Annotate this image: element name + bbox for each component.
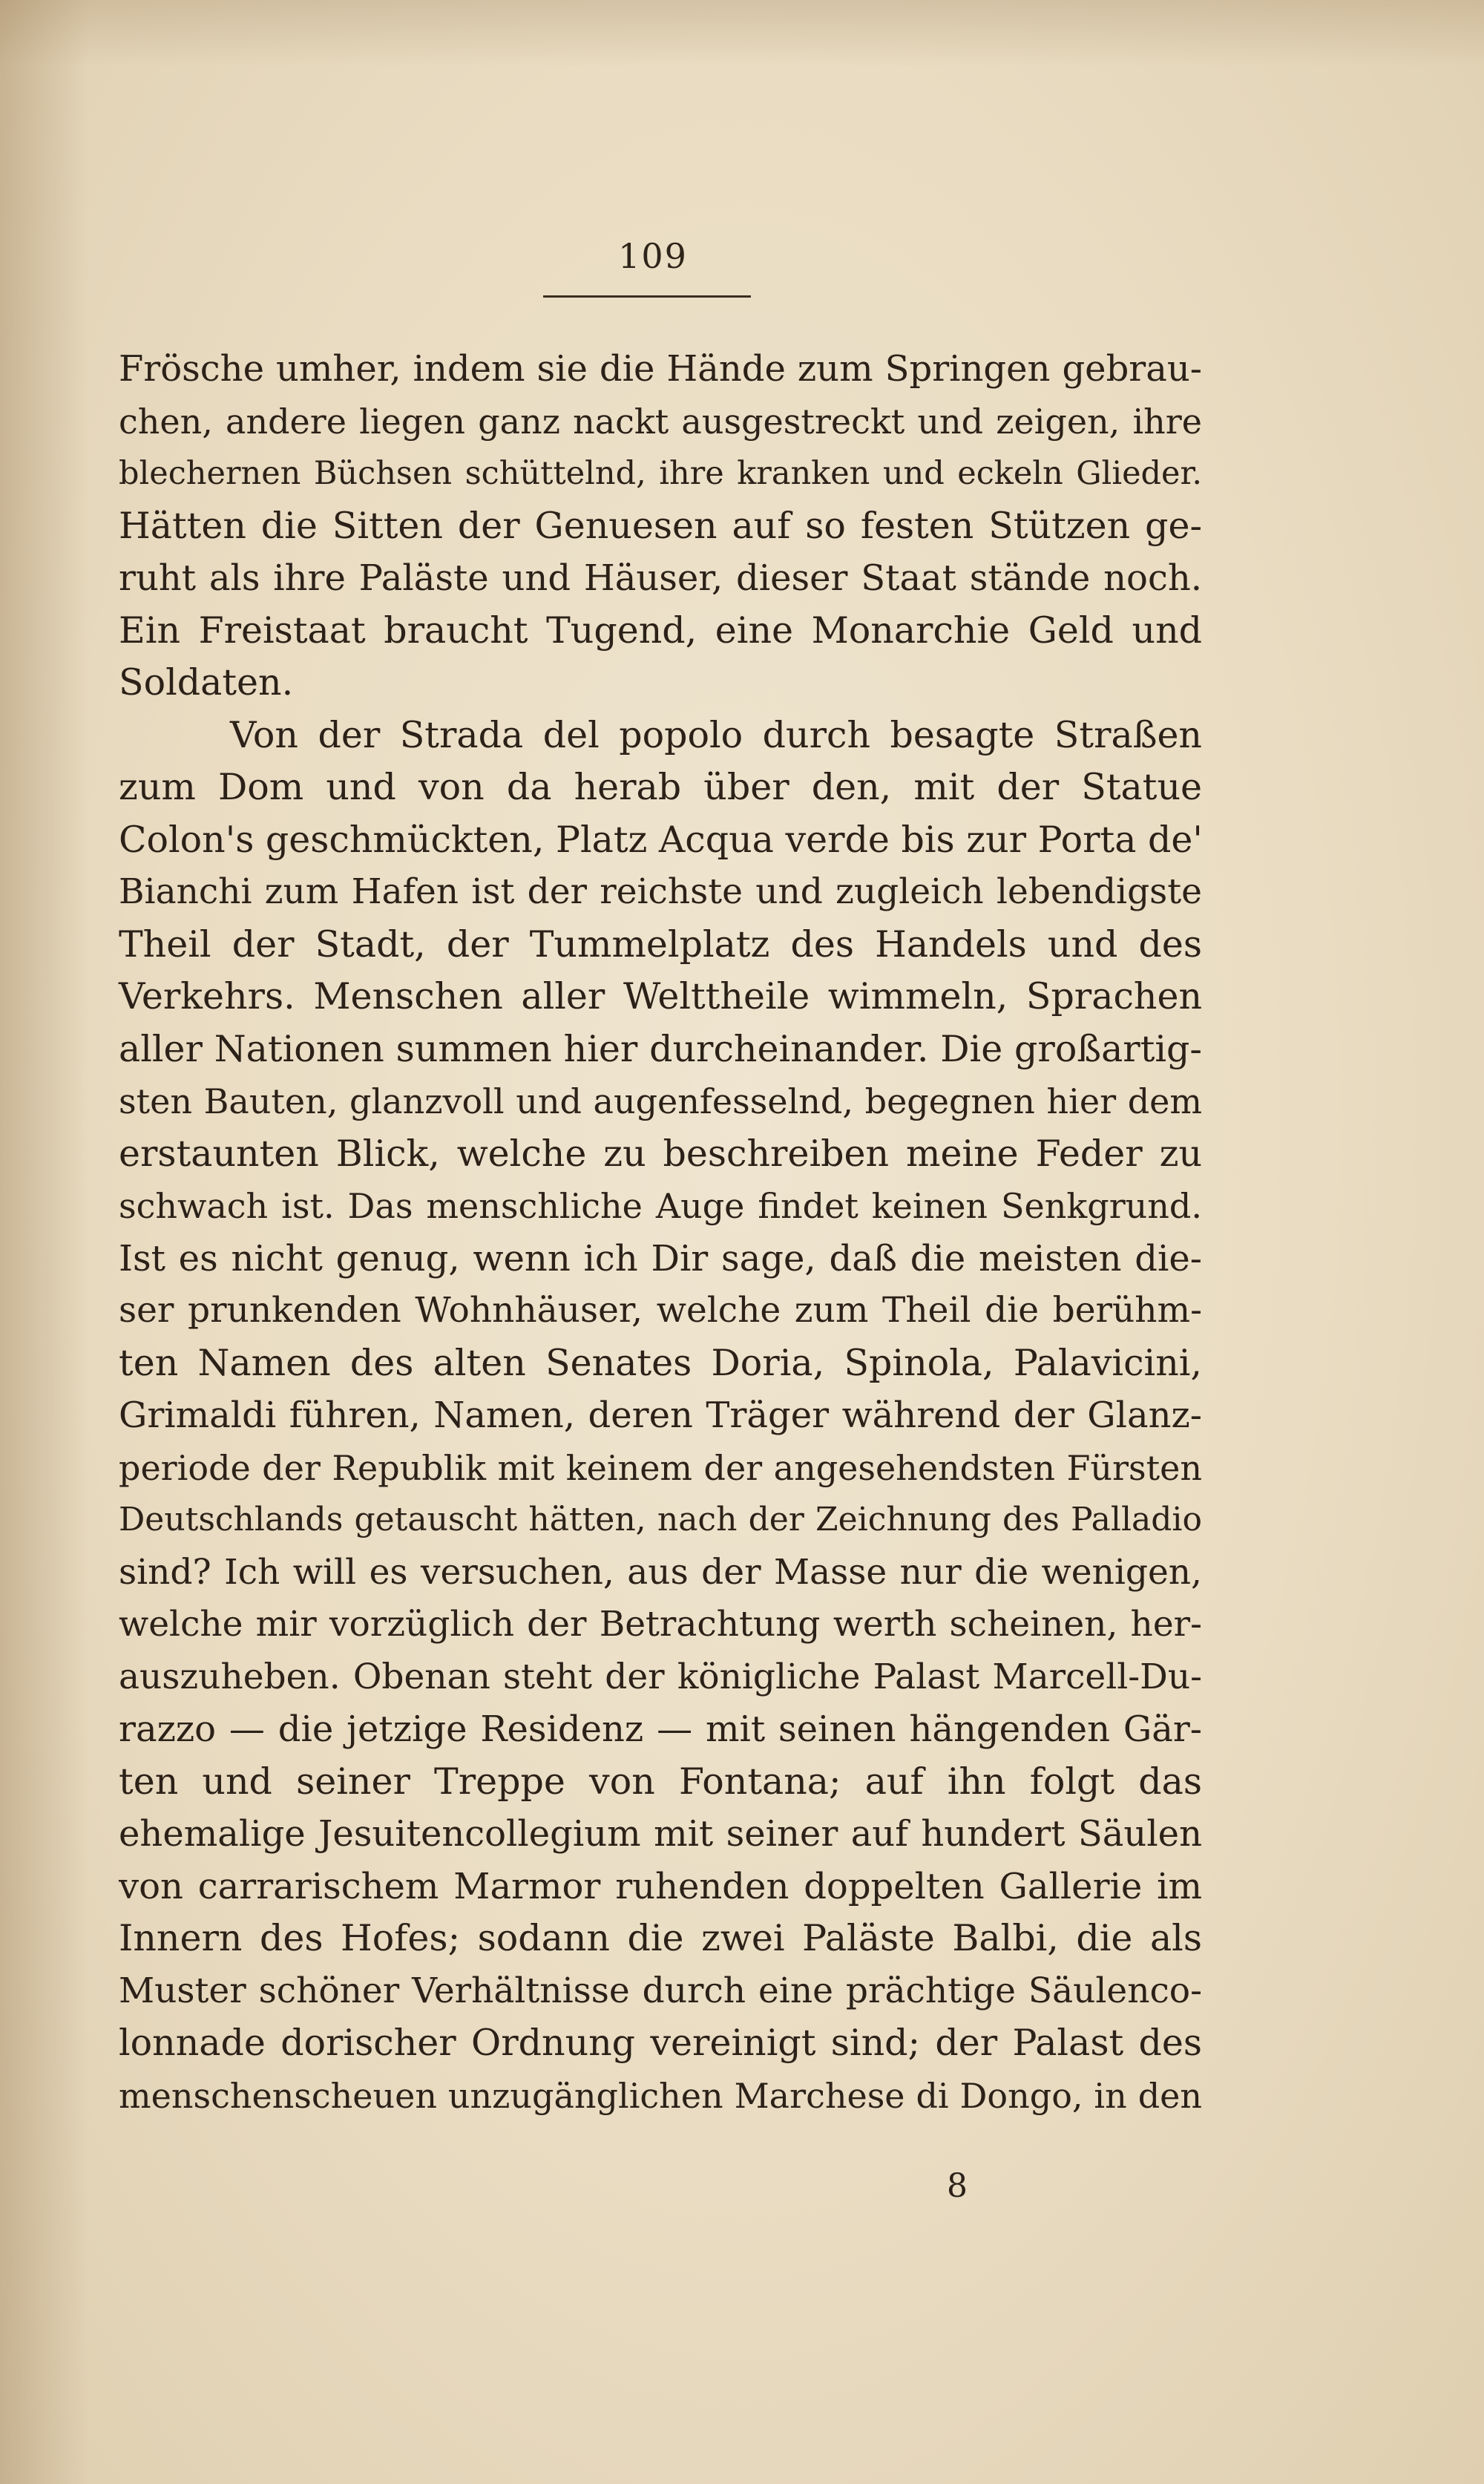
text-line: Grimaldi führen, Namen, deren Träger während der Glanz- — [119, 1395, 1202, 1436]
text-line: zum Dom und von da herab über den, mit der Statue — [119, 766, 1202, 808]
text-line: ruht als ihre Paläste und Häuser, dieser Staat stände noch. — [119, 557, 1202, 599]
text-line: Innern des Hofes; sodann die zwei Paläste Balbi, die als — [119, 1917, 1202, 1959]
page-top-stain — [0, 0, 1484, 67]
text-line: ehemalige Jesuitencollegium mit seiner auf hundert Säulen — [119, 1813, 1202, 1855]
text-line: chen, andere liegen ganz nackt ausgestreckt und zeigen, ihre — [119, 401, 1202, 442]
text-line: auszuheben. Obenan steht der königliche Palast Marcell-Du- — [119, 1656, 1202, 1697]
text-line: Soldaten. — [119, 661, 294, 704]
text-line: Hätten die Sitten der Genuesen auf so festen Stützen ge- — [119, 504, 1202, 547]
text-line: ten und seiner Treppe von Fontana; auf ihn folgt das — [119, 1760, 1202, 1803]
text-line: Deutschlands getauscht hätten, nach der Zeichnung des Palladio — [119, 1501, 1202, 1538]
text-line: Theil der Stadt, der Tummelplatz des Handels und des — [119, 923, 1202, 966]
header-rule — [543, 295, 751, 298]
text-line: Frösche umher, indem sie die Hände zum Springen gebrau- — [119, 348, 1202, 390]
text-line: Von der Strada del popolo durch besagte Straßen — [230, 713, 1202, 756]
text-line: erstaunten Blick, welche zu beschreiben meine Feder zu — [119, 1132, 1202, 1175]
text-line: Colon's geschmückten, Platz Acqua verde bis zur Porta de' — [119, 818, 1203, 861]
text-line: Verkehrs. Menschen aller Welttheile wimmeln, Sprachen — [119, 975, 1202, 1017]
text-line: schwach ist. Das menschliche Auge findet keinen Senkgrund. — [119, 1186, 1202, 1226]
text-line: ser prunkenden Wohnhäuser, welche zum Theil die berühm- — [119, 1290, 1202, 1331]
text-line: aller Nationen summen hier durcheinander. Die großartig- — [119, 1027, 1202, 1070]
text-line: razzo — die jetzige Residenz — mit seinen hängenden Gär- — [119, 1708, 1202, 1750]
signature-mark: 8 — [947, 2167, 968, 2205]
text-line: welche mir vorzüglich der Betrachtung werth scheinen, her- — [119, 1604, 1202, 1645]
text-line: blechernen Büchsen schüttelnd, ihre kranken und eckeln Glieder. — [119, 455, 1202, 492]
text-line: ten Namen des alten Senates Doria, Spinola, Palavicini, — [119, 1341, 1202, 1384]
text-line: sten Bauten, glanzvoll und augenfesselnd, begegnen hier dem — [119, 1081, 1202, 1121]
text-line: Ist es nicht genug, wenn ich Dir sage, daß die meisten die- — [119, 1237, 1202, 1279]
body-text — [119, 343, 1202, 2122]
text-line: Muster schöner Verhältnisse durch eine prächtige Säulenco- — [119, 1970, 1202, 2011]
text-line: lonnade dorischer Ordnung vereinigt sind; der Palast des — [119, 2022, 1202, 2064]
text-line: periode der Republik mit keinem der angesehendsten Fürsten — [119, 1447, 1202, 1488]
text-line: sind? Ich will es versuchen, aus der Masse nur die wenigen, — [119, 1551, 1202, 1593]
text-line: menschenscheuen unzugänglichen Marchese di Dongo, in den — [119, 2075, 1202, 2116]
page-edge-stain — [0, 0, 89, 2484]
text-line: von carrarischem Marmor ruhenden doppelten Gallerie im — [119, 1865, 1202, 1907]
text-line: Ein Freistaat braucht Tugend, eine Monarchie Geld und — [119, 609, 1202, 652]
text-line: Bianchi zum Hafen ist der reichste und zugleich lebendigste — [119, 871, 1202, 912]
page-number: 109 — [618, 236, 688, 276]
